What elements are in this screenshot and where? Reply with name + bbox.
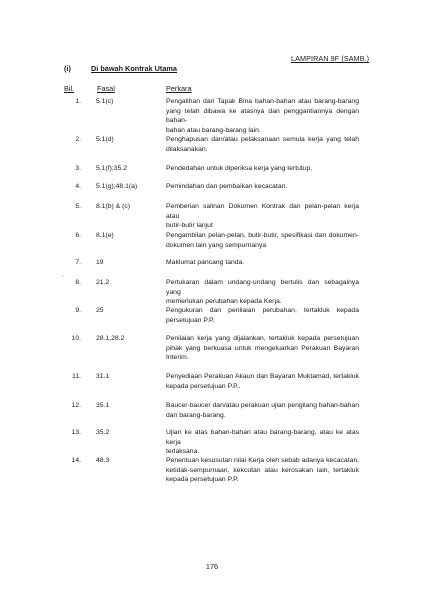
item-clause: 25 xyxy=(96,307,104,314)
item-clause: 35.2 xyxy=(96,429,110,436)
item-description xyxy=(166,306,359,325)
item-clause: 5.1(d) xyxy=(96,136,114,143)
description-line: Pendedahan untuk diperiksa kerja yang tertutup. xyxy=(166,165,313,172)
page-number: 176 xyxy=(205,562,219,571)
column-header-fasal: Fasal xyxy=(97,84,115,93)
item-clause: 8.1(b) & (c) xyxy=(96,203,130,210)
item-clause: 35.1 xyxy=(96,402,110,409)
item-number: 6. xyxy=(75,232,81,239)
item-description xyxy=(166,182,359,192)
description-line: Pengalihan dari Tapak Bina bahan-bahan atau barang-barang xyxy=(166,98,359,105)
appendix-label: LAMPIRAN 9F (SAMB.) xyxy=(291,54,370,63)
column-header-perkara: Perkara xyxy=(166,84,192,93)
item-description xyxy=(166,258,359,268)
item-description xyxy=(166,428,359,457)
item-number: 13. xyxy=(71,429,81,436)
description-line: Pengukuran dan penilaian perubahan, tertakluk kepada xyxy=(166,307,359,314)
description-line: dilaksanakan. xyxy=(166,145,208,153)
item-description xyxy=(166,97,359,135)
item-number: 8. xyxy=(75,279,81,286)
description-line: Pemindahan dan pembaikan kecacatan. xyxy=(166,183,288,190)
item-description xyxy=(166,231,359,250)
description-line: Ujian ke atas bahan-bahan atau barang-barang, atau ke atas kerja xyxy=(166,429,359,446)
description-line: bahan atau barang-barang lain. xyxy=(166,126,261,134)
item-description xyxy=(166,278,359,307)
item-clause: 28.1,28.2 xyxy=(96,335,125,342)
item-clause: 21.2 xyxy=(96,279,110,286)
item-number: 5. xyxy=(75,203,81,210)
item-number: 3. xyxy=(75,165,81,172)
item-number: 14. xyxy=(71,457,81,464)
description-line: butir-butir lanjut xyxy=(166,222,213,230)
description-line: memerlukan perubahan kepada Kerja. xyxy=(166,298,282,306)
description-line: pihak yang berkuasa untuk mengeluarkan Perakuan Bayaran xyxy=(166,344,359,352)
description-line: Interim. xyxy=(166,354,189,362)
item-clause: 5.1(g);48.1(a) xyxy=(96,183,138,190)
stray-mark: . xyxy=(62,272,64,278)
item-number: 7. xyxy=(75,259,81,266)
item-number: 2. xyxy=(75,136,81,143)
description-line: dokumen lain yang sempurnanya xyxy=(166,241,267,249)
description-line: Pengambilan pelan-pelan, butir-butir, spesifikasi dan dokumen- xyxy=(166,232,359,239)
item-clause: 5.1(c) xyxy=(96,98,114,105)
section-title: Di bawah Kontrak Utama xyxy=(91,64,177,73)
description-line: Penyediaan Perakuan Akaun dan Bayaran Muktamad, tertakluk xyxy=(166,373,359,380)
description-line: Pemberian salinan Dokumen Kontrak dan pelan-pelan kerja atau xyxy=(166,203,359,220)
item-number: 10. xyxy=(71,335,81,342)
description-line: dan barang-barang. xyxy=(166,411,226,419)
item-description xyxy=(166,202,359,231)
item-clause: 48.3 xyxy=(96,457,110,464)
item-description xyxy=(166,135,359,154)
description-line: yang telah dibawa ke atasnya dan penggantiannya dengan bahan- xyxy=(166,107,359,125)
description-line: Pertukaran dalam undang-undang bertulis dan sebagainya yang xyxy=(166,279,359,296)
item-clause: 31.1 xyxy=(96,373,110,380)
item-clause: 19 xyxy=(96,259,104,266)
description-line: ketidak-sempurnaan, kekcutan atau kerosakan lain, tertakluk xyxy=(166,466,359,474)
item-clause: 5.1(f);35.2 xyxy=(96,165,127,172)
item-description xyxy=(166,372,359,391)
section-number: (i) xyxy=(64,64,71,73)
item-description xyxy=(166,456,359,485)
item-description xyxy=(166,164,359,174)
item-number: 12. xyxy=(71,402,81,409)
description-line: persetujuan P.P. xyxy=(166,316,215,324)
item-number: 11. xyxy=(72,373,81,380)
item-description xyxy=(166,334,359,363)
item-number: 9. xyxy=(75,307,81,314)
description-line: Penghapusan dan/atau pelaksanaan semula kerja yang telah xyxy=(166,136,359,143)
description-line: Baucer-baucer dan/atau perakuan ujian pengilang bahan-bahan xyxy=(166,402,359,409)
item-description xyxy=(166,401,359,420)
description-line: Penentuan kesusutan nilai Kerja oleh sebab adanya kecacatan, xyxy=(166,457,359,464)
column-header-bil: Bil. xyxy=(64,84,75,93)
item-number: 4. xyxy=(75,183,81,190)
description-line: Penilaian kerja yang dijalankan, tertakluk kepada persetujuan xyxy=(166,335,359,342)
description-line: kepada persetujuan P.P.. xyxy=(166,382,241,390)
description-line: terlaksana. xyxy=(166,448,200,456)
item-clause: 8.1(e) xyxy=(96,232,114,239)
item-number: 1. xyxy=(75,98,81,105)
description-line: kepada persetujuan P.P. xyxy=(166,476,239,484)
description-line: Maklumat pancang tanda. xyxy=(166,259,245,266)
